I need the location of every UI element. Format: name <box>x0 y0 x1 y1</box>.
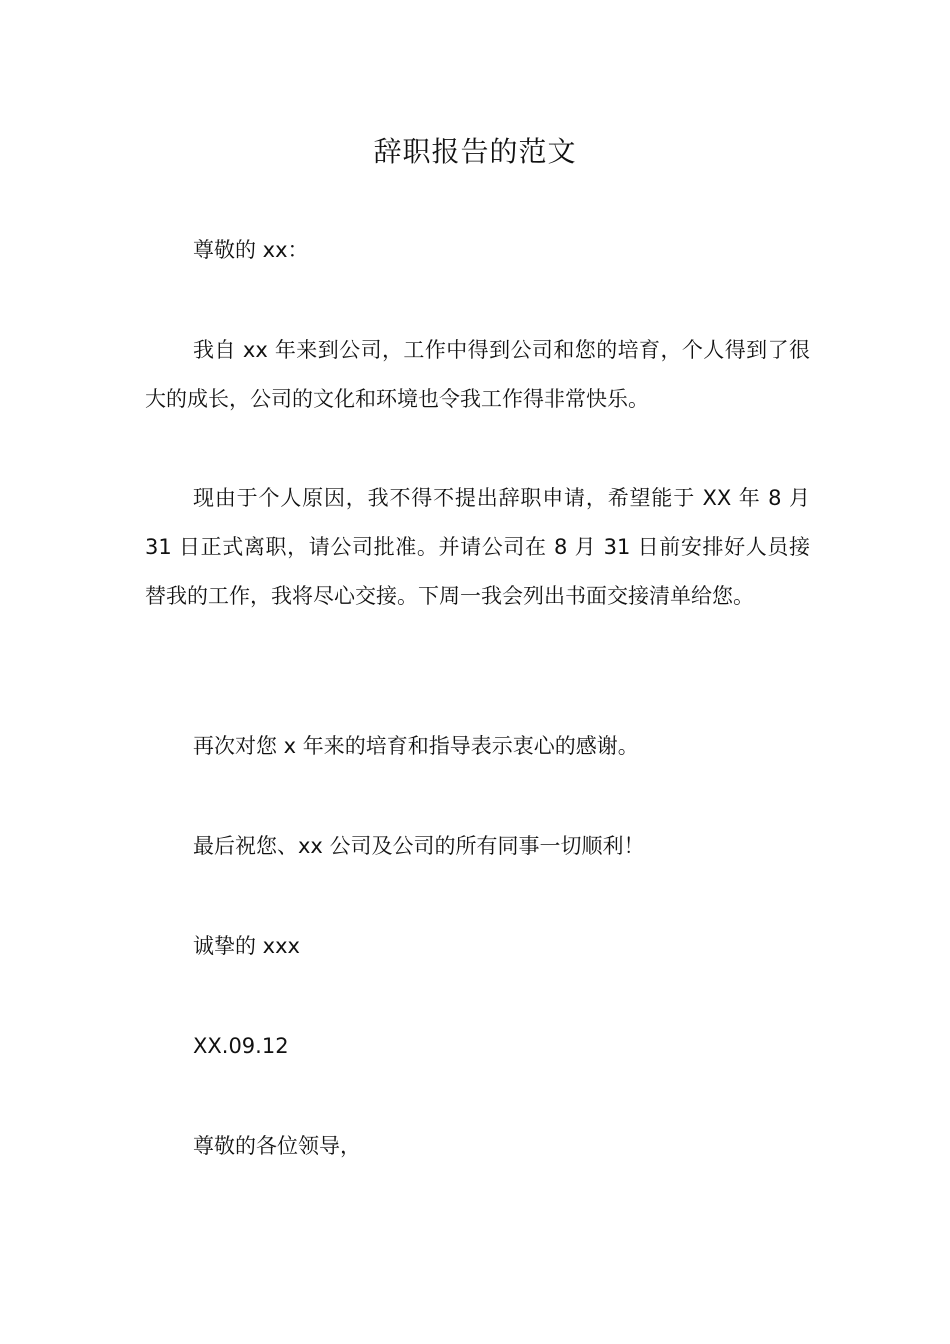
body-paragraph-intro: 我自 xx 年来到公司，工作中得到公司和您的培育，个人得到了很大的成长，公司的文化和环境也令我工作得非常快乐。 <box>145 338 810 411</box>
salutation: 尊敬的 xx： <box>193 238 309 262</box>
body-paragraph-resignation: 现由于个人原因，我不得不提出辞职申请，希望能于 XX 年 8 月 31 日正式离职，请公司批准。并请公司在 8 月 31 日前安排好人员接替我的工作，我将尽心交接。下周一我会列出书面交接清单给您。 <box>145 486 810 608</box>
body-paragraph-thanks: 再次对您 x 年来的培育和指导表示衷心的感谢。 <box>193 734 639 758</box>
signature: 诚挚的 xxx <box>193 934 300 958</box>
body-paragraph-wishes: 最后祝您、xx 公司及公司的所有同事一切顺利！ <box>193 834 645 858</box>
second-salutation: 尊敬的各位领导， <box>193 1134 361 1158</box>
date: XX.09.12 <box>193 1034 289 1058</box>
document-title: 辞职报告的范文 <box>373 135 577 168</box>
